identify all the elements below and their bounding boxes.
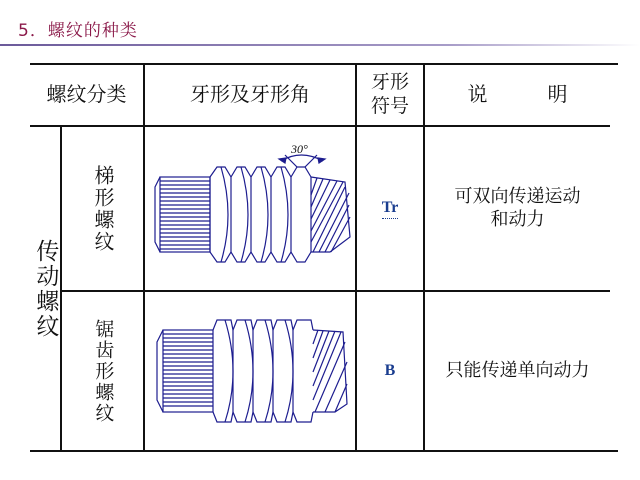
row2-type-cell [62, 292, 143, 450]
header-profile: 牙形及牙形角 [190, 82, 310, 106]
row2-symbol: B [384, 362, 396, 379]
slide-title: 5．螺纹的种类 [18, 21, 138, 41]
row1-description: 可双向传递运动 和动力 [454, 186, 581, 230]
title-divider [0, 44, 640, 46]
row1-type-cell [62, 127, 143, 290]
header-category: 螺纹分类 [46, 82, 127, 106]
row1-symbol-cell [357, 127, 423, 290]
table-bottom-border [30, 450, 618, 452]
header-description: 说 明 [467, 82, 568, 106]
header-symbol: 牙形 符号 [370, 70, 409, 117]
buttress-thread-drawing [145, 292, 355, 450]
angle-label: 30° [291, 142, 308, 156]
row2-type: 锯齿形螺纹 [92, 318, 115, 424]
group-cell [30, 127, 60, 450]
trapezoidal-thread-drawing [145, 127, 355, 290]
row2-symbol-cell [357, 292, 423, 450]
row1-symbol: Tr [382, 198, 399, 219]
row2-description: 只能传递单向动力 [445, 359, 590, 381]
group-label: 传动螺纹 [32, 238, 59, 339]
row1-type: 梯形螺纹 [91, 164, 115, 253]
